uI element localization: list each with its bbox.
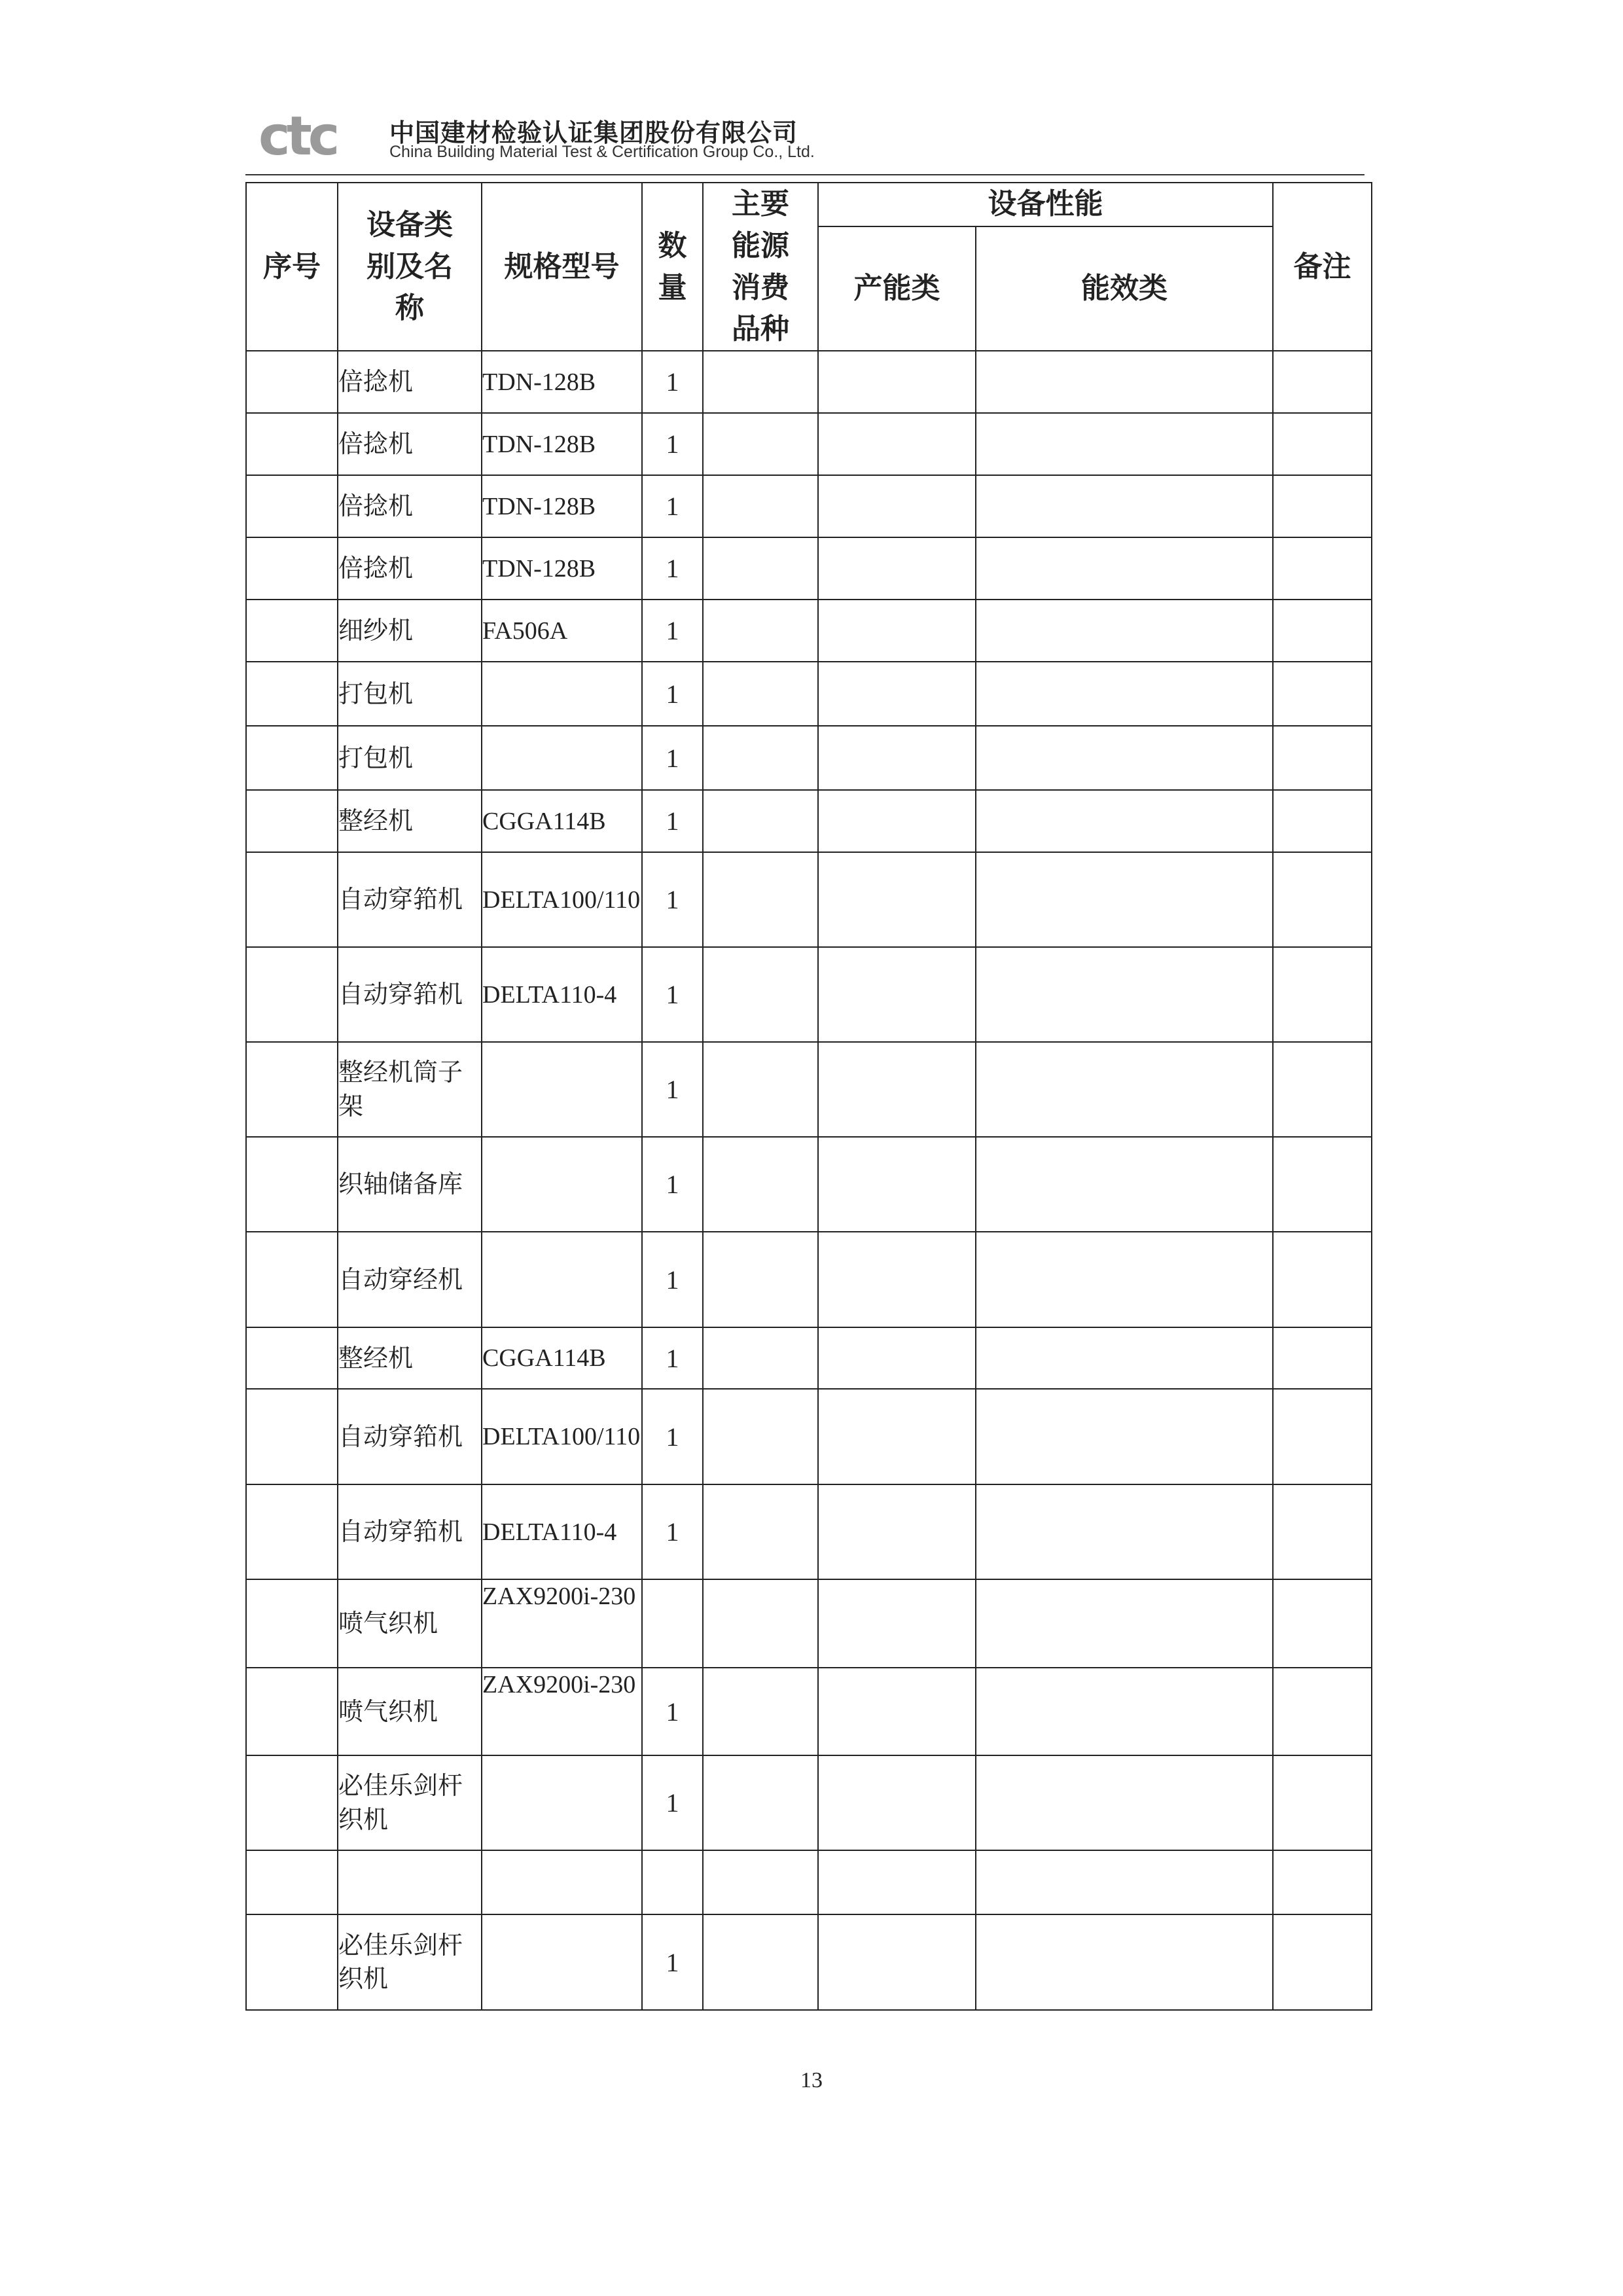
equipment-model (482, 1755, 642, 1850)
table-row (246, 947, 1372, 1042)
equipment-model (482, 1850, 642, 1914)
equipment-qty: 1 (642, 1755, 703, 1850)
equipment-name: 自动穿筘机 (338, 852, 482, 947)
table-row (246, 790, 1372, 852)
table-row (246, 1755, 1372, 1850)
equipment-model: ZAX9200i-230 (482, 1668, 642, 1755)
table-row (246, 662, 1372, 726)
equipment-model (482, 726, 642, 790)
equipment-qty: 1 (642, 662, 703, 726)
company-name-en: China Building Material Test & Certification Group Co., Ltd. (389, 143, 815, 161)
equipment-qty: 1 (642, 413, 703, 475)
equipment-qty: 1 (642, 600, 703, 662)
equipment-name: 打包机 (338, 662, 482, 726)
equipment-qty: 1 (642, 1327, 703, 1389)
page-number: 13 (800, 2068, 823, 2092)
equipment-name: 整经机 (338, 1327, 482, 1389)
table-row (246, 351, 1372, 413)
equipment-qty: 1 (642, 1389, 703, 1484)
table-row (246, 1389, 1372, 1484)
equipment-qty: 1 (642, 1668, 703, 1755)
equipment-model (482, 1914, 642, 2010)
table-row (246, 1327, 1372, 1389)
equipment-qty: 1 (642, 475, 703, 537)
equipment-name: 必佳乐剑杆织机 (338, 1914, 482, 2010)
equipment-name: 倍捻机 (338, 413, 482, 475)
equipment-model: CGGA114B (482, 1327, 642, 1389)
header-remark: 备注 (1273, 183, 1372, 351)
equipment-table (245, 182, 1372, 2011)
equipment-qty: 1 (642, 1042, 703, 1137)
table-row (246, 1232, 1372, 1327)
equipment-model: TDN-128B (482, 475, 642, 537)
equipment-model: FA506A (482, 600, 642, 662)
equipment-name: 倍捻机 (338, 351, 482, 413)
equipment-model: TDN-128B (482, 351, 642, 413)
table-row (246, 1579, 1372, 1668)
equipment-name: 整经机筒子架 (338, 1042, 482, 1137)
header-qty: 数量 (642, 183, 703, 351)
header-category: 设备类别及名称 (338, 183, 482, 351)
equipment-model (482, 662, 642, 726)
header-efficiency: 能效类 (976, 226, 1273, 351)
equipment-qty: 1 (642, 351, 703, 413)
equipment-model: TDN-128B (482, 413, 642, 475)
equipment-name: 自动穿筘机 (338, 1389, 482, 1484)
equipment-model: DELTA110-4 (482, 947, 642, 1042)
equipment-name: 自动穿筘机 (338, 1484, 482, 1579)
equipment-model: CGGA114B (482, 790, 642, 852)
equipment-name: 细纱机 (338, 600, 482, 662)
table-row (246, 1850, 1372, 1914)
table-row (246, 1914, 1372, 2010)
equipment-model: DELTA100/110 (482, 852, 642, 947)
table-row (246, 1668, 1372, 1755)
table-row (246, 726, 1372, 790)
equipment-model (482, 1137, 642, 1232)
equipment-name: 喷气织机 (338, 1668, 482, 1755)
equipment-qty: 1 (642, 1484, 703, 1579)
svg-text:ctc: ctc (259, 110, 336, 162)
equipment-name (338, 1850, 482, 1914)
table-row (246, 852, 1372, 947)
equipment-qty: 1 (642, 1232, 703, 1327)
equipment-qty: 1 (642, 947, 703, 1042)
table-row (246, 413, 1372, 475)
equipment-qty: 1 (642, 537, 703, 600)
equipment-name: 必佳乐剑杆织机 (338, 1755, 482, 1850)
table-row (246, 1484, 1372, 1579)
equipment-qty: 1 (642, 1914, 703, 2010)
table-row (246, 1137, 1372, 1232)
equipment-name: 自动穿经机 (338, 1232, 482, 1327)
ctc-logo-icon (259, 110, 376, 162)
equipment-qty: 1 (642, 1137, 703, 1232)
header-seq: 序号 (246, 183, 338, 351)
table-row (246, 600, 1372, 662)
header-performance: 设备性能 (818, 183, 1273, 226)
equipment-name: 打包机 (338, 726, 482, 790)
table-row (246, 537, 1372, 600)
header-divider (245, 174, 1364, 175)
equipment-name: 织轴储备库 (338, 1137, 482, 1232)
equipment-qty (642, 1850, 703, 1914)
table-row (246, 1042, 1372, 1137)
page-header (259, 105, 1371, 170)
equipment-model: DELTA110-4 (482, 1484, 642, 1579)
header-model: 规格型号 (482, 183, 642, 351)
equipment-qty: 1 (642, 852, 703, 947)
header-capacity: 产能类 (818, 226, 976, 351)
table-row (246, 475, 1372, 537)
equipment-name: 喷气织机 (338, 1579, 482, 1668)
equipment-name: 自动穿筘机 (338, 947, 482, 1042)
equipment-qty: 1 (642, 726, 703, 790)
equipment-name: 倍捻机 (338, 537, 482, 600)
equipment-name: 倍捻机 (338, 475, 482, 537)
equipment-qty: 1 (642, 790, 703, 852)
header-energy: 主要能源消费品种 (703, 183, 818, 351)
equipment-model (482, 1232, 642, 1327)
company-name-cn: 中国建材检验认证集团股份有限公司 (389, 118, 798, 147)
equipment-model: TDN-128B (482, 537, 642, 600)
equipment-model: ZAX9200i-230 (482, 1579, 642, 1668)
equipment-model: DELTA100/110 (482, 1389, 642, 1484)
equipment-name: 整经机 (338, 790, 482, 852)
equipment-qty (642, 1579, 703, 1668)
equipment-model (482, 1042, 642, 1137)
